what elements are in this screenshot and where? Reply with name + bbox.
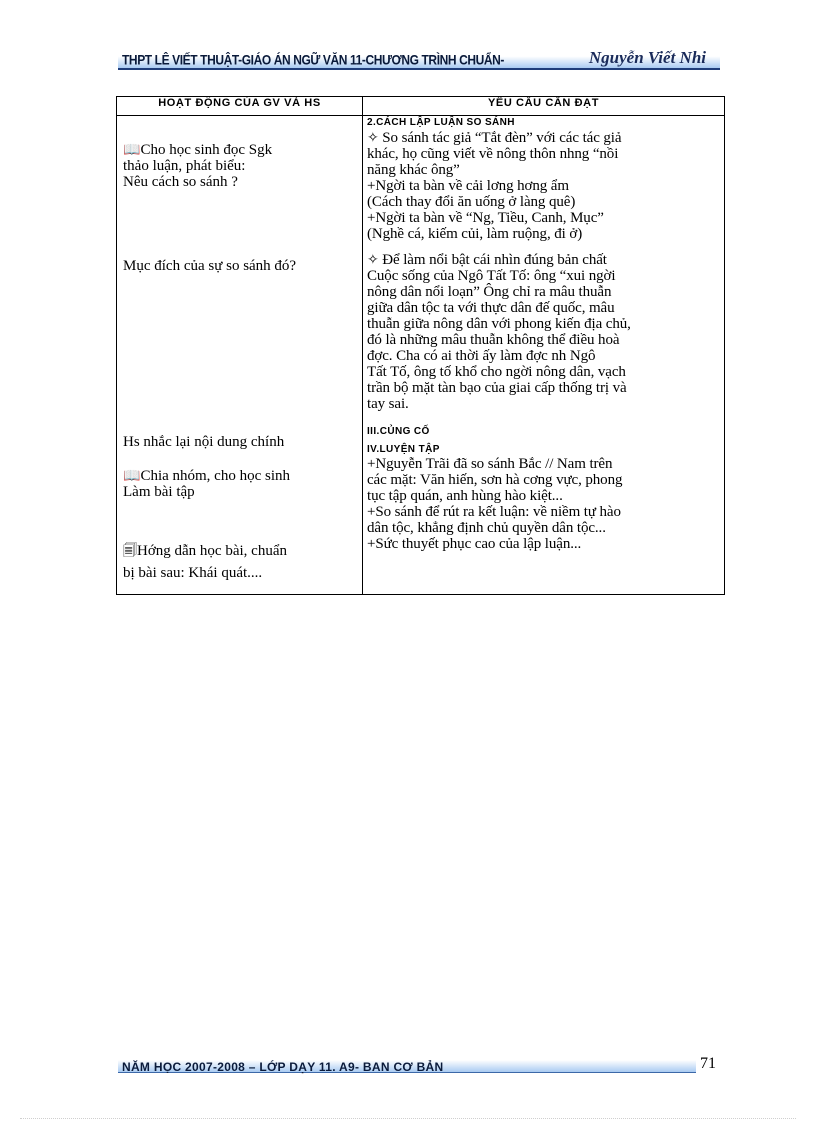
activity-homework: 🗐Hớng dẫn học bài, chuẩn bị bài sau: Khái quát.... <box>123 543 287 581</box>
header-school-title: THPT LÊ VIẾT THUẬT-GIÁO ÁN NGỮ VĂN 11-CHƯƠNG TRÌNH CHUẨN- <box>122 52 505 69</box>
section-consolidation: III.CỦNG CỐ <box>367 426 430 437</box>
section-practice: IV.LUYỆN TẬP <box>367 444 440 455</box>
lesson-plan-table <box>116 96 725 595</box>
notebook-icon: 🗐 <box>123 543 137 559</box>
page-bottom-divider <box>20 1118 796 1119</box>
page-header <box>118 50 720 70</box>
column-header-activities: HOẠT ĐỘNG CỦA GV VÀ HS <box>117 97 363 116</box>
comparison-paragraph: ✧ So sánh tác giả “Tắt đèn” với các tác giả khác, họ cũng viết về nông thôn nhng “nồi năng khác ông” +Ngời ta bàn về cải lơng hơng ẩm (Cách thay đổi ăn uống ở làng quê) +Ngời ta bàn về “Ng, Tiều, Canh, Mục” (Nghề cá, kiếm củi, làm ruộng, đi ở) <box>367 130 622 242</box>
activity-recap: Hs nhắc lại nội dung chính <box>123 434 285 450</box>
open-book-icon: 📖 <box>123 468 141 484</box>
practice-paragraph: +Nguyễn Trãi đã so sánh Bắc // Nam trên các mặt: Văn hiến, sơn hà cơng vực, phong tục tập quán, anh hùng hào kiệt... +So sánh để rút ra kết luận: về niềm tự hào dân tộc, khẳng định chủ quyền dân tộc... +Sức thuyết phục cao của lập luận... <box>367 456 623 552</box>
footer-school-year: NĂM HỌC 2007-2008 – LỚP DẠY 11. A9- BAN CƠ BẢN <box>122 1060 444 1074</box>
requirements-cell <box>363 116 725 595</box>
header-author: Nguyễn Viết Nhi <box>588 48 706 67</box>
column-header-requirements: YÊU CẦU CẦN ĐẠT <box>363 97 725 116</box>
open-book-icon: 📖 <box>123 142 141 158</box>
sparkle-icon: ✧ <box>367 130 379 146</box>
activities-cell <box>117 116 363 595</box>
page-number: 71 <box>700 1055 716 1072</box>
sparkle-icon: ✧ <box>367 252 379 268</box>
activity-purpose-question: Mục đích của sự so sánh đó? <box>123 258 297 274</box>
section-comparison-method: 2.CÁCH LẬP LUẬN SO SÁNH <box>367 117 515 128</box>
page-footer <box>118 1052 696 1073</box>
purpose-paragraph: ✧ Để làm nổi bật cái nhìn đúng bản chất Cuộc sống của Ngô Tất Tố: ông “xui ngời nông dân nổi loạn” Ông chỉ ra mâu thuẫn giữa dân tộc ta với thực dân đế quốc, mâu thuẫn giữa nông dân với phong kiến địa chủ, đó là những mâu thuẫn không thể điều hoà đợc. Cha có ai thời ấy làm đợc nh Ngô Tất Tố, ông tố khổ cho ngời nông dân, vạch trần bộ mặt tàn bạo của giai cấp thống trị và tay sai. <box>367 252 631 412</box>
activity-read-discuss: 📖Cho học sinh đọc Sgk thảo luận, phát biểu: Nêu cách so sánh ? <box>123 142 273 190</box>
activity-group-work: 📖Chia nhóm, cho học sinh Làm bài tập <box>123 468 291 500</box>
